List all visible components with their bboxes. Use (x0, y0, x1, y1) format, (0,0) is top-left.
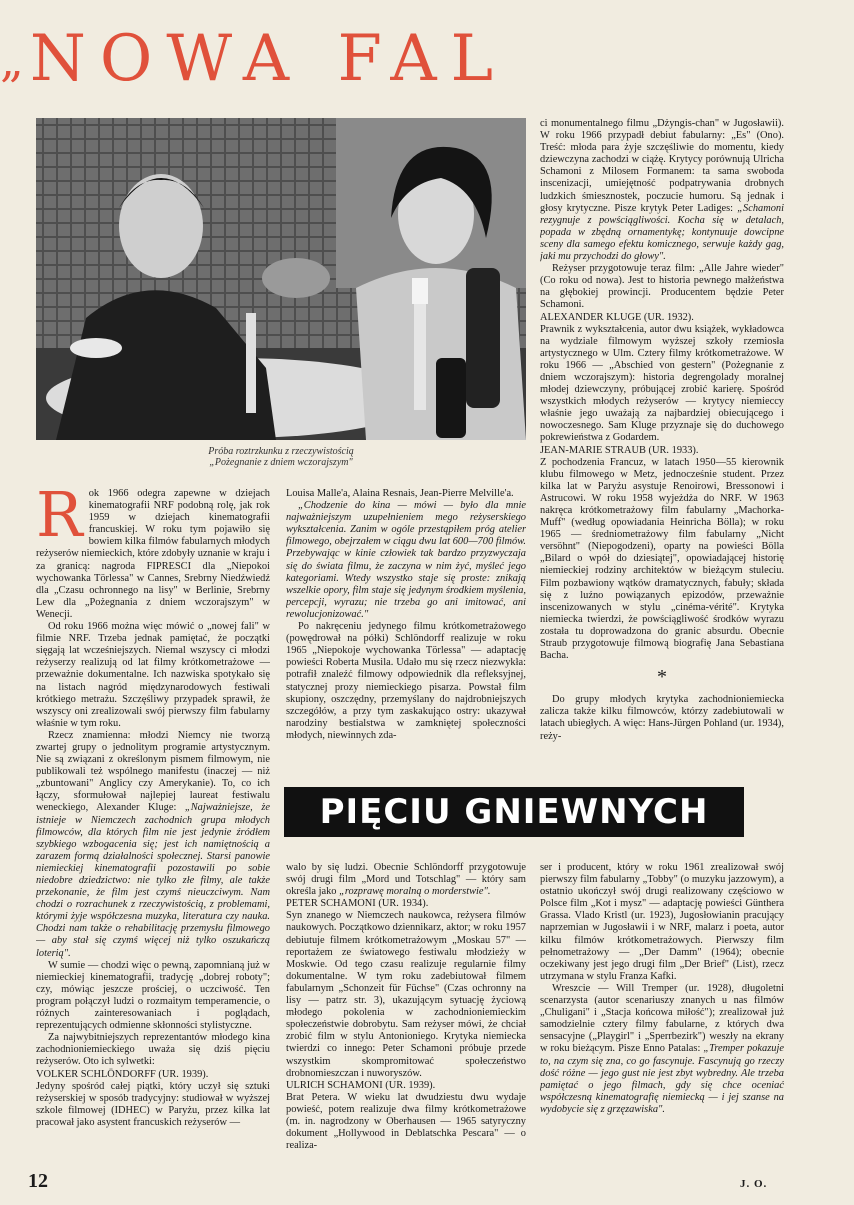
paragraph: Prawnik z wykształcenia, autor dwu książek, wykładowca na wydziale filmowym wyższej szkoły rzemiosła artystycznego w Ulm. Cztery filmy krótkometrażowe. W roku 1966 — „Abschied von gestern" (Pożegnanie z dniem wczorajszym): historia degrengolady moralnej młodej dziewczyny, próbującej zrobić karierę. Spośród wszystkich młodych reżyserów — krytycy niemieccy właśnie jego uważają za najbardziej obiecującego i nowoczesnego. Sam Kluge przyznaje się do duchowego pokrewieństwa z Godardem. (540, 323, 784, 444)
ladiges-quote: „Schamoni rezygnuje z powściągliwości. Kocha się w detalach, popada w zbędną ornamentykę; kontynuuje dowcipne sceny dla samego efektu komicznego, serwuje każdy gag, jaki mu przychodzi do głowy". (540, 202, 784, 263)
article-column-middle-top (286, 488, 526, 770)
section-asterisk: * (657, 666, 667, 689)
paragraph (540, 118, 784, 263)
paragraph: W sumie — chodzi więc o pewną, zapomnianą już w niemieckiej kinematografii, tradycję „dobrej roboty"; czy, mówiąc jeszcze prościej, o uczciwość. Ten program połączył ludzi o rozmaitym temperamencie, o różnych zainteresowaniach i poglądach, reprezentujących odmienne skłonności stylistyczne. (36, 959, 270, 1032)
patalas-quote: „Tremper pokazuje to, na czym się zna, co go fascynuje. Fascynują go rzeczy dość różne — jego gust nie jest zbyt wybredny. Ale trzeba pamiętać o jego filmach, gdy się chce oceniać współczesną kinematografię niemiecką — i jej szanse na wydobycie się z grzęzawiska". (540, 1043, 784, 1115)
schlondorff-quote: „Chodzenie do kina — mówi — było dla mnie najważniejszym uzupełnieniem mego reżyserskiego wykształcenia. Zanim w ogóle przestąpiłem próg atelier filmowego, obejrzałem w ciągu dwu lat 600—700 filmów. Przebywając w kinie człowiek tak bardzo przyzwyczaja się do świata filmu, że zaczyna w nim żyć, myśleć jego kategoriami. Wtedy wszystko staje się proste: znikają wszelkie opory, film staje się jedynym środkiem myślenia, percepcji, wyrazu; nie trzeba go ani imitować, ani rewolucjonizować." (286, 500, 526, 620)
paragraph: Syn znanego w Niemczech naukowca, reżysera filmów naukowych. Początkowo dziennikarz, aktor; w roku 1957 debiutuje filmem krótkometrażowym „Moskau 57" — reportażem ze światowego festiwalu młodzieży w Moskwie. Od tego czasu realizuje regularnie filmy dokumentalne. W tym roku zadebiutował filmem fabularnym „Schonzeit für Füchse" (Czas ochronny na lisy — patrz str. 3), ukazującym sytuację życiową młodego pokolenia w zachodnioniemieckim społeczeństwie dobrobytu. Sam reżyser mówi, że chciał zrobić film w stylu Antonioniego. Krytyka niemiecka twierdzi co innego: Peter Schamoni próbuje przede wszystkim skompromitować społeczeństwo drobnomieszczan i nuworyszów. (286, 910, 526, 1079)
photo-caption-line2: „Pożegnanie z dniem wczorajszym" (209, 457, 353, 468)
schlondorff-film-quote: „rozprawę moralną o morderstwie". (339, 886, 491, 898)
paragraph: Z pochodzenia Francuz, w latach 1950—55 kierownik klubu filmowego w Metz, jednocześnie student. Przez kilka lat w Paryżu asystuje Renoirowi, Bressonowi i Astrucowi. W roku 1958 wyjeżdża do NRF. W 1963 nakręca krótkometrażowy film fabularny „Machorka-Muff" (według opowiadania Heinricha Bölla); w roku 1965 — średniometrażowy film fabularny „Nicht versöhnt" (Niepogodzeni), oparty na powieści Bölla „Bilard o wpół do dziesiątej", opowiadającej historię niemieckiej rodziny architektów w bieżącym stuleciu. Film pozbawiony wątków dramatycznych, fabuły; składa się z luźno powiązanych epizodów, przeważnie inscenizowanych w stylu „cinéma-vérité". Krytyka niemiecka twierdzi, że powściągliwość środków wyrazu została tu doprowadzona do granic absurdu. Obecnie Straub przygotowuje filmową biografię Jana Sebastiana Bacha. (540, 456, 784, 662)
paragraph-text: ci monumentalnego filmu „Dżyngis-chan" w Jugosławii). W roku 1966 przypadł debiut fabularny: „Es" (Ono). Treść: młoda para żyje szczęśliwie do momentu, kiedy dziewczyna zachodzi w ciążę. Krytycy porównują Ulricha Schamoni z Milosem Formanem: ta sama swoboda inscenizacji, umiejętność podpatrywania drobnych ludzkich śmiesznostek, poczucie humoru. Są jednak i głosy krytyczne. Pisze krytyk Peter Ladiges: (540, 118, 784, 214)
director-heading-straub: JEAN-MARIE STRAUB (UR. 1933). (540, 444, 699, 456)
paragraph (286, 862, 526, 898)
paragraph: ser i producent, który w roku 1961 zrealizował swój pierwszy film fabularny „Tobby" (o muzyku jazzowym), a ostatnio ukończył swój drugi realizowany częściowo w Polsce film „Kot i mysz" — adaptację powieści Günthera Grassa. Vlado Kristl (ur. 1923), Jugosłowianin pracujący naprzemian w Jugosławii i w NRF, malarz i poeta, autor kilku filmów krótkometrażowych. Pierwszy film pełnometrażowy — „Der Damm" (1964); obecnie oczekiwany jest jego drugi film „Der Brief" (List), rzecz utrzymana w stylu Franza Kafki. (540, 862, 784, 982)
article-column-left (36, 488, 270, 1158)
paragraph: Louisa Malle'a, Alaina Resnais, Jean-Pierre Melville'a. (286, 488, 514, 499)
film-still-photo (36, 118, 526, 440)
photo-caption (36, 446, 526, 468)
paragraph (36, 730, 270, 960)
author-signature: J. O. (740, 1178, 768, 1190)
article-column-middle-bottom (286, 862, 526, 1164)
director-heading-peter-schamoni: PETER SCHAMONI (UR. 1934). (286, 898, 429, 910)
article-column-right-bottom (540, 862, 784, 1174)
photo-illustration (36, 118, 526, 440)
paragraph-text: Wreszcie — Will Tremper (ur. 1928), długoletni scenarzysta (autor scenariuszy znanych u nas filmów „Chuligani" i „Stacja końcowa miłość"); zrealizował już samodzielnie cztery filmy fabularne, z których dwa sensacyjne („Playgirl" i „Sperrbezirk") weszły na ekrany w roku bieżącym. Pisze Enno Patalas: (540, 982, 784, 1055)
headline-quote-mark: „ (0, 33, 24, 87)
paragraph-text: Rzecz znamienna: młodzi Niemcy nie tworzą zwartej grupy o jednolitym programie artystycznym. Nie są związani z określonym pismem filmowym, nie publikowali też wspólnego manifestu (inaczej — niż „zbuntowani" Anglicy czy Amerykanie). To, co ich łączy, sformułował najlepiej laureat festiwalu weneckiego, Alexander Kluge: (36, 729, 270, 814)
photo-caption-line1: Próba roztrzkunku z rzeczywistością (208, 446, 354, 457)
article-headline (0, 24, 854, 94)
paragraph: Reżyser przygotowuje teraz film: „Alle Jahre wieder" (Co roku od nowa). Jest to historia pewnego małżeństwa na głębokiej prowincji. Producentem będzie Peter Schamoni. (540, 263, 784, 311)
paragraph: Od roku 1966 można więc mówić o „nowej fali" w filmie NRF. Trzeba jednak pamiętać, że początki sięgają lat wcześniejszych. Niemal wszyscy ci młodzi reżyserzy realizują od lat filmy krótkometrażowe — przeważnie dokumentalne. Ich nazwiska spotykało się na listach nagród międzynarodowych festiwali krótkiego metrażu. Szczęśliwy przypadek sprawił, że wszyscy oni zrealizowali swój pierwszy film fabularny właśnie w tym roku. (36, 621, 270, 729)
paragraph: Brat Petera. W wieku lat dwudziestu dwu wydaje powieść, potem realizuje dwa filmy krótkometrażowe (m. in. nagrodzony w Oberhausen — 1965 satyryczny dokument „Hollywood in Deblatschka Pescara" — o realiza- (286, 1091, 526, 1152)
page-number: 12 (28, 1170, 48, 1192)
paragraph: Po nakręceniu jedynego filmu krótkometrażowego (powędrował na półki) Schlöndorff realizuje w roku 1965 „Niepokoje wychowanka Törlessa" — adaptację powieści Roberta Musila. Udało mu się rzecz niezwykła: potrafił znaleźć filmowy odpowiednik dla refleksyjnej, statycznej prozy niemieckiego pisarza. Powstał film skupiony, oszczędny, przemyślany do najdrobniejszych szczegółów, a przy tym zaskakująco ostry: ukazywał narodziny bestialstwa w zamkniętej społeczności młodych, niewinnych zda- (286, 621, 526, 741)
paragraph: Jedyny spośród całej piątki, który uczył się sztuki reżyserskiej w sposób tradycyjny: studiował w wyższej szkole filmowej (IDHEC) w Paryżu, przez kilka lat pracował jako asystent francuskich reżyserów — (36, 1080, 270, 1128)
drop-cap-letter: R (36, 488, 83, 551)
director-heading-kluge: ALEXANDER KLUGE (UR. 1932). (540, 311, 694, 323)
kluge-quote: „Najważniejsze, że istnieje w Niemczech zachodnich grupa młodych filmowców, dla których film nie jest jedynie źródłem szybkiego wzbogacenia się; jest ich namiętnością a zarazem formą działalności społecznej. Starsi panowie niemieckiej kinematografii pozostawili po sobie niedobre dziedzictwo: nie tylko złe filmy, ale także przekonanie, że film jest czymś nieuczciwym. Nam chodzi o rozrachunek z rzeczywistością, z problemami, którymi żyje współczesna muzyka, literatura czy nauka. Chodzi nam także o rehabilitację przemysłu filmowego — aby stał się czymś więcej niż tylko oszukańczą loterią". (36, 802, 270, 959)
paragraph-text: walo by się ludzi. Obecnie Schlöndorff przygotowuje swój drugi film „Mord und Totschlag" — który sam określa jako (286, 862, 526, 898)
paragraph: Za najwybitniejszych reprezentantów młodego kina zachodnioniemieckiego uważa się dziś pięciu reżyserów. Oto ich sylwetki: (36, 1032, 270, 1068)
paragraph: Do grupy młodych krytyka zachodnioniemiecka zalicza także kilku filmowców, którzy zadebiutowali w latach ubiegłych. A więc: Hans-Jürgen Pohland (ur. 1934), reży- (540, 694, 784, 742)
paragraph: ok 1966 odegra zapewne w dziejach kinematografii NRF podobną rolę, jak rok 1959 w dziejach kinematografii francuskiej. W roku tym pojawiło się bowiem kilka filmów fabularnych młodych reżyserów niemieckich, które zdobyły uznanie w kraju i za granicą: nagroda FIPRESCI dla „Niepokoi wychowanka Törlessa" w Cannes, Srebrny Niedźwiedź dla „Czasu ochronnego na lisy" w Berlinie, Srebrny Lew dla „Pożegnania z dniem wczorajszym" w Wenecji. (36, 488, 270, 620)
paragraph (540, 983, 784, 1116)
section-banner: PIĘCIU GNIEWNYCH (284, 787, 744, 837)
director-heading-schlondorff: VOLKER SCHLÖNDORFF (UR. 1939). (36, 1068, 209, 1080)
director-heading-ulrich-schamoni: ULRICH SCHAMONI (UR. 1939). (286, 1079, 436, 1091)
headline-text: NOWA FAL (29, 24, 508, 94)
article-column-right-top (540, 118, 784, 773)
